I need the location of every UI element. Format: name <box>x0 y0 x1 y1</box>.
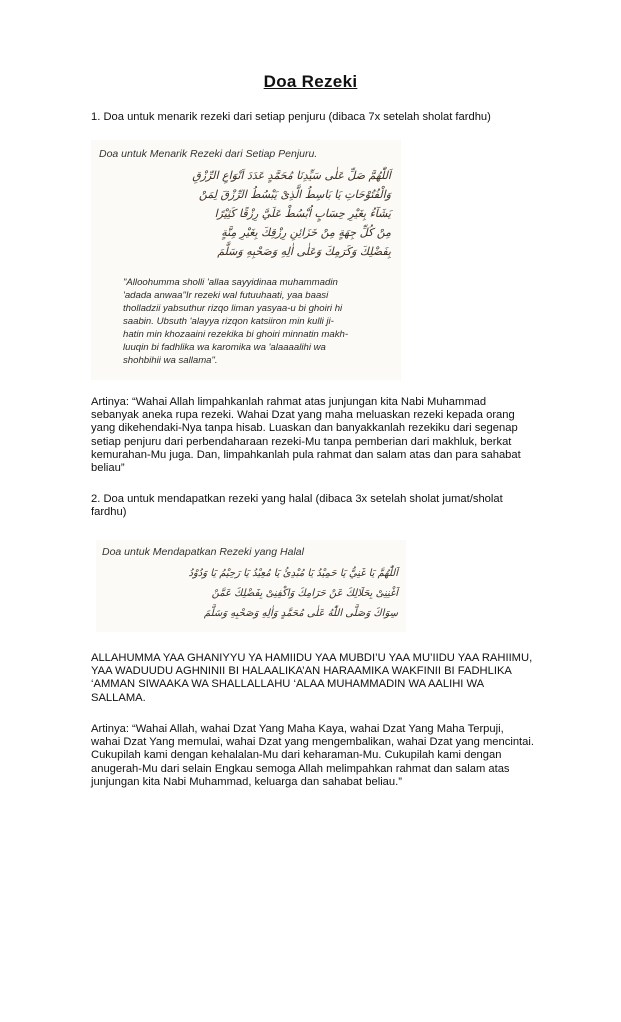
prayer-2-arabic-text: اَللّٰهُمَّ يَا غَنِيُّ يَا حَمِيْدُ يَا مُبْدِئُ يَا مُعِيْدُ يَا رَحِيْمُ يَا وَدُوْدُ اَغْنِنِىْ بِحَلَالِكَ عَنْ حَرَامِكَ وَاكْفِنِىْ بِفَضْلِكَ عَمَّنْ سِوَاكَ وَصَلَّى اللّٰهُ عَلٰى مُحَمَّدٍ وَاٰلِهِ وَصَحْبِهِ وَسَلَّمَ <box>188 568 398 619</box>
section-2-translation: Artinya: “Wahai Allah, wahai Dzat Yang Maha Kaya, wahai Dzat Yang Maha Terpuji, wahai Dzat Yang memulai, wahai Dzat yang mengembalikan, wahai Dzat yang mencintai. Cukupilah kami dengan kehalalan-Mu dari keharaman-Mu. Cukupilah kami dengan anugerah-Mu dari selain Engkau semoga Allah melimpahkan rahmat dan salam atas junjungan kita Nabi Muhammad, keluarga dan sahabat beliau.” <box>91 723 534 788</box>
section-1-translation: Artinya: “Wahai Allah limpahkanlah rahmat atas junjungan kita Nabi Muhammad sebanyak aneka rupa rezeki. Wahai Dzat yang maha meluaskan rezeki kepada orang yang dikehendaki-Nya tanpa hisab. Luaskan dan banyakkanlah rezekiku dari segenap setiap penjuru dari perbendaharaan rezeki-Mu tanpa pemberian dari makhluk, berkat kemurahan-Mu juga. Dan, limpahkanlah pula rahmat dan salam atas dan para sahabat beliau” <box>91 396 521 475</box>
prayer-1-image-caption: Doa untuk Menarik Rezeki dari Setiap Penjuru. <box>99 148 318 160</box>
prayer-1-scan-image <box>91 140 401 380</box>
prayer-2-image-caption: Doa untuk Mendapatkan Rezeki yang Halal <box>102 546 304 558</box>
page-title: Doa Rezeki <box>263 72 358 91</box>
prayer-1-latin-transliteration: "Alloohumma sholli 'allaa sayyidinaa muhammadin 'adada anwaa"Ir rezeki wal futuuhaati, yaa baasi tholladzii yabsuthur rizqo liman yasyaa-u bi ghoiri hi saabin. Ubsuth 'alayya rizqon katsiiron min kulli ji- hatin min khozaaini rezekika bi ghoiri minnatin makh- luuqin bi fadhlika wa karomika wa 'alaaaalihi wa shohbihii wa sallama". <box>123 277 349 366</box>
prayer-2-scan-image <box>96 540 406 632</box>
section-2-latin-text: ALLAHUMMA YAA GHANIYYU YA HAMIIDU YAA MUBDI’U YAA MU’IIDU YAA RAHIIMU, YAA WADUUDU AGHNINII BI HALAALIKA’AN HARAAMIKA WAKFINII BI FADHLIKA ‘AMMAN SIWAAKA WA SHALLALLAHU ‘ALAA MUHAMMADIN WA AALIHI WA SALLAMA. <box>91 652 533 704</box>
prayer-1-arabic-text: اَللّٰهُمَّ صَلِّ عَلٰى سَيِّدِنَا مُحَمَّدٍ عَدَدَ اَنْوَاعِ الرِّزْقِ وَالْفُتُوْحَاتِ يَا بَاسِطُ الَّذِىْ يَبْسُطُ الرِّزْقَ لِمَنْ يَشَآءُ بِغَيْرِ حِسَابٍ اُبْسُطْ عَلَيَّ رِزْقًا كَثِيْرًا مِنْ كُلِّ جِهَةٍ مِنْ خَزَائِنِ رِزْقِكَ بِغَيْرِ مِنَّةٍ بِفَضْلِكَ وَكَرَمِكَ وَعَلٰى اٰلِهِ وَصَحْبِهِ وَسَلَّمَ <box>192 169 391 258</box>
section-2-heading: 2. Doa untuk mendapatkan rezeki yang halal (dibaca 3x setelah sholat jumat/sholat fardhu) <box>91 493 503 519</box>
section-1-heading: 1. Doa untuk menarik rezeki dari setiap penjuru (dibaca 7x setelah sholat fardhu) <box>91 111 491 123</box>
